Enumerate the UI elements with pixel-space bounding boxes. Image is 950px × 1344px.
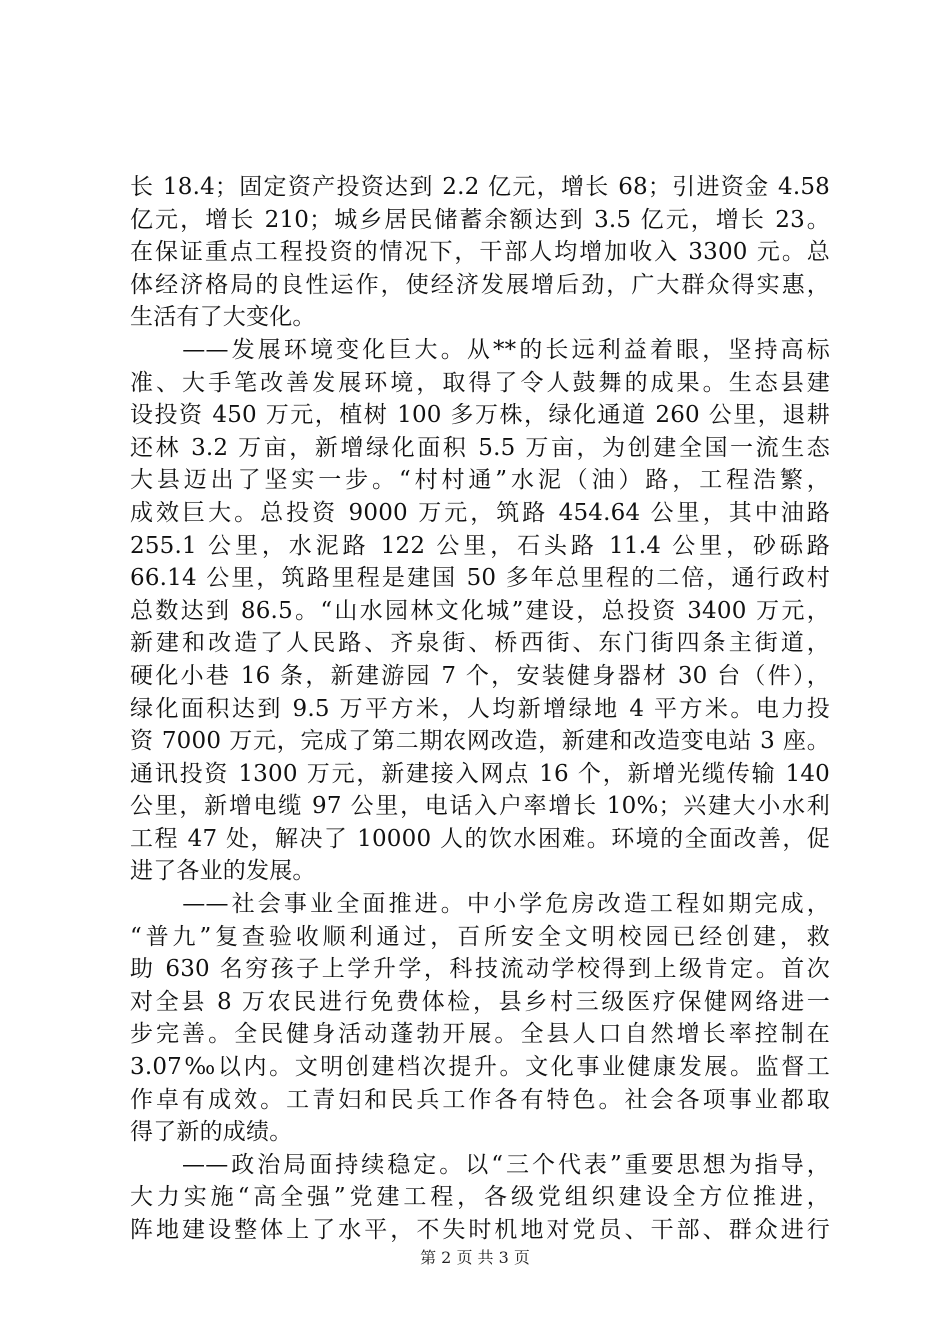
text-line: 总数达到 86.5。“山水园林文化城”建设，总投资 3400 万元，: [130, 597, 830, 624]
text-line: 作卓有成效。工青妇和民兵工作各有特色。社会各项事业都取: [130, 1086, 830, 1113]
text-line: 大力实施“高全强”党建工程，各级党组织建设全方位推进，: [130, 1184, 830, 1211]
text-line: 助 630 名穷孩子上学升学，科技流动学校得到上级肯定。首次: [130, 956, 830, 983]
text-line: 生活有了大变化。: [130, 304, 316, 331]
text-line: 大县迈出了坚实一步。“村村通”水泥（油）路，工程浩繁，: [130, 467, 830, 494]
text-line: 66.14 公里，筑路里程是建国 50 多年总里程的二倍，通行政村: [130, 565, 830, 592]
text-line: 进了各业的发展。: [130, 858, 316, 885]
text-line: 长 18.4；固定资产投资达到 2.2 亿元，增长 68；引进资金 4.58: [130, 174, 830, 200]
text-line: 在保证重点工程投资的情况下，干部人均增加收入 3300 元。总: [130, 239, 830, 266]
body-text: [130, 171, 830, 1247]
text-line: 准、大手笔改善发展环境，取得了令人鼓舞的成果。生态县建: [130, 369, 830, 396]
text-line: ——发展环境变化巨大。从**的长远利益着眼，坚持高标: [130, 336, 830, 363]
text-line: 得了新的成绩。: [130, 1119, 293, 1146]
text-line: 步完善。全民健身活动蓬勃开展。全县人口自然增长率控制在: [130, 1021, 830, 1048]
page-footer: 第 2 页 共 3 页: [420, 1248, 530, 1267]
text-line: “普九”复查验收顺利通过，百所安全文明校园已经创建，救: [130, 923, 830, 950]
text-line: 255.1 公里，水泥路 122 公里，石头路 11.4 公里，砂砾路: [130, 532, 830, 559]
text-line: 公里，新增电缆 97 公里，电话入户率增长 10%；兴建大小水利: [130, 793, 830, 820]
text-line: 工程 47 处，解决了 10000 人的饮水困难。环境的全面改善，促: [130, 825, 830, 852]
text-line: 亿元，增长 210；城乡居民储蓄余额达到 3.5 亿元，增长 23。: [130, 206, 830, 233]
text-line: ——社会事业全面推进。中小学危房改造工程如期完成，: [130, 891, 830, 918]
text-line: ——政治局面持续稳定。以“三个代表”重要思想为指导，: [130, 1151, 830, 1178]
text-line: 体经济格局的良性运作，使经济发展增后劲，广大群众得实惠，: [130, 271, 830, 298]
text-line: 3.07‰以内。文明创建档次提升。文化事业健康发展。监督工: [130, 1054, 830, 1081]
text-line: 资 7000 万元，完成了第二期农网改造，新建和改造变电站 3 座。: [130, 728, 830, 755]
text-line: 设投资 450 万元，植树 100 多万株，绿化通道 260 公里，退耕: [130, 402, 830, 429]
text-line: 硬化小巷 16 条，新建游园 7 个，安装健身器材 30 台（件），: [130, 662, 830, 689]
text-line: 还林 3.2 万亩，新增绿化面积 5.5 万亩，为创建全国一流生态: [130, 434, 830, 461]
text-line: 阵地建设整体上了水平，不失时机地对党员、干部、群众进行: [130, 1217, 830, 1243]
text-line: 绿化面积达到 9.5 万平方米，人均新增绿地 4 平方米。电力投: [130, 695, 830, 722]
text-line: 通讯投资 1300 万元，新建接入网点 16 个，新增光缆传输 140: [130, 760, 830, 787]
text-line: 新建和改造了人民路、齐泉街、桥西街、东门街四条主街道，: [130, 630, 830, 657]
text-line: 对全县 8 万农民进行免费体检，县乡村三级医疗保健网络进一: [130, 988, 830, 1015]
text-line: 成效巨大。总投资 9000 万元，筑路 454.64 公里，其中油路: [130, 499, 830, 526]
